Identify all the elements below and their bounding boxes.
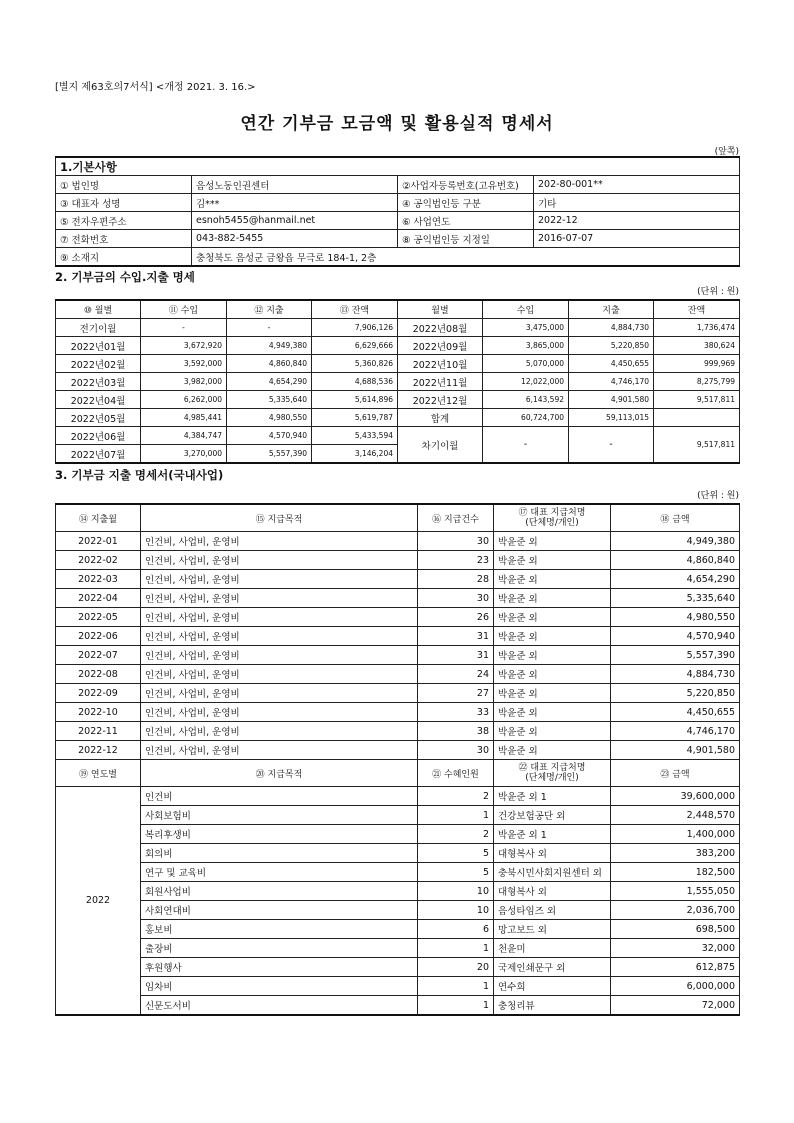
payee-cell: 박윤준 외 1 [494,787,611,806]
column-header: ⑫ 지출 [227,300,312,319]
payee-header: ㉒ 대표 지급처명 [518,763,586,773]
amount-cell: 32,000 [611,939,740,958]
expense-cell: 4,949,380 [227,337,312,355]
beneficiaries-cell: 1 [418,977,494,996]
column-header: 월별 [398,300,483,319]
income-cell: 3,270,000 [141,445,227,464]
amount-cell: 612,875 [611,958,740,977]
column-header: 지출 [569,300,654,319]
count-cell: 28 [418,570,494,589]
payee-cell: 박윤준 외 [494,551,611,570]
income-cell: 3,982,000 [141,373,227,391]
column-header: ⑭ 지출월 [56,504,141,532]
purpose-cell: 홍보비 [141,920,418,939]
payee-cell: 박윤준 외 [494,589,611,608]
beneficiaries-cell: 1 [418,996,494,1016]
income-cell: 60,724,700 [483,409,569,427]
beneficiaries-cell: 5 [418,844,494,863]
income-cell: 3,672,920 [141,337,227,355]
count-cell: 23 [418,551,494,570]
column-header: ⑲ 연도별 [56,760,141,787]
column-header: ⑮ 지급목적 [141,504,418,532]
purpose-cell: 인건비, 사업비, 운영비 [141,741,418,760]
column-header [494,760,611,787]
payee-cell: 박윤준 외 [494,684,611,703]
purpose-cell: 인건비, 사업비, 운영비 [141,532,418,551]
income-cell: 3,592,000 [141,355,227,373]
payee-cell: 대형복사 외 [494,882,611,901]
expense-cell: 4,654,290 [227,373,312,391]
amount-cell: 4,901,580 [611,741,740,760]
balance-cell: 6,629,666 [312,337,398,355]
balance-cell: 7,906,126 [312,319,398,337]
payee-cell: 박윤준 외 [494,627,611,646]
income-cell: 4,384,747 [141,427,227,445]
income-cell: 6,143,592 [483,391,569,409]
info-label: ③ 대표자 성명 [56,194,192,212]
payee-cell: 대형복사 외 [494,844,611,863]
balance-cell: 1,736,474 [654,319,740,337]
amount-cell: 698,500 [611,920,740,939]
count-cell: 30 [418,741,494,760]
month-cell: 2022-07 [56,646,141,665]
purpose-cell: 사회보험비 [141,806,418,825]
info-value: esnoh5455@hanmail.net [192,212,398,230]
info-value: 043-882-5455 [192,230,398,248]
purpose-cell: 인건비, 사업비, 운영비 [141,627,418,646]
beneficiaries-cell: 10 [418,882,494,901]
basic-info-table [55,156,740,267]
year-cell: 2022 [56,787,141,1016]
payee-cell: 충북시민사회지원센터 외 [494,863,611,882]
expense-cell: - [227,319,312,337]
beneficiaries-cell: 1 [418,939,494,958]
document-title: 연간 기부금 모금액 및 활용실적 명세서 [240,114,554,134]
column-header: ㉓ 금액 [611,760,740,787]
amount-cell: 4,570,940 [611,627,740,646]
payee-cell: 망고보드 외 [494,920,611,939]
month-cell: 전기이월 [56,319,141,337]
balance-cell: 4,688,536 [312,373,398,391]
payee-cell: 연수희 [494,977,611,996]
carry-month-cell: 차기이월 [398,427,483,464]
purpose-cell: 인건비, 사업비, 운영비 [141,722,418,741]
amount-cell: 72,000 [611,996,740,1016]
income-cell: 6,262,000 [141,391,227,409]
expense-cell: 4,746,170 [569,373,654,391]
expenditure-table [55,503,740,1016]
carry-income-cell: - [483,427,569,464]
month-cell: 2022년05월 [56,409,141,427]
column-header: ⑯ 지급건수 [418,504,494,532]
document-page [55,72,739,1016]
month-cell: 2022-11 [56,722,141,741]
purpose-cell: 인건비, 사업비, 운영비 [141,551,418,570]
info-value: 기타 [534,194,740,212]
balance-cell: 380,624 [654,337,740,355]
payee-cell: 국제인쇄문구 외 [494,958,611,977]
month-cell: 2022-09 [56,684,141,703]
beneficiaries-cell: 6 [418,920,494,939]
payee-cell: 박윤준 외 [494,646,611,665]
month-cell: 2022년01월 [56,337,141,355]
expense-cell: 5,220,850 [569,337,654,355]
payee-cell: 천윤미 [494,939,611,958]
payee-cell: 박윤준 외 [494,532,611,551]
purpose-cell: 회원사업비 [141,882,418,901]
purpose-cell: 인건비, 사업비, 운영비 [141,589,418,608]
payee-cell: 박윤준 외 1 [494,825,611,844]
amount-cell: 383,200 [611,844,740,863]
purpose-cell: 인건비, 사업비, 운영비 [141,684,418,703]
count-cell: 27 [418,684,494,703]
income-cell: 4,985,441 [141,409,227,427]
balance-cell: 5,619,787 [312,409,398,427]
purpose-cell: 신문도서비 [141,996,418,1016]
column-header: 잔액 [654,300,740,319]
purpose-cell: 후원행사 [141,958,418,977]
info-value: 2022-12 [534,212,740,230]
info-value: 음성노동인권센터 [192,176,398,194]
payee-cell: 충청리뷰 [494,996,611,1016]
info-label: ⑦ 전화번호 [56,230,192,248]
page-side-note: (앞쪽) [714,147,739,157]
beneficiaries-cell: 20 [418,958,494,977]
beneficiaries-cell: 2 [418,825,494,844]
count-cell: 31 [418,627,494,646]
expense-cell: 5,557,390 [227,445,312,464]
month-cell: 2022년02월 [56,355,141,373]
amount-cell: 5,557,390 [611,646,740,665]
purpose-cell: 연구 및 교육비 [141,863,418,882]
column-header: ⑩ 월별 [56,300,141,319]
info-value: 2016-07-07 [534,230,740,248]
balance-cell: 999,969 [654,355,740,373]
carry-balance-cell: 9,517,811 [654,427,740,464]
amount-cell: 5,220,850 [611,684,740,703]
amount-cell: 1,400,000 [611,825,740,844]
balance-cell: 5,614,896 [312,391,398,409]
month-cell: 2022년08월 [398,319,483,337]
info-value: 202-80-001** [534,176,740,194]
expense-cell: 59,113,015 [569,409,654,427]
expense-cell: 4,860,840 [227,355,312,373]
amount-cell: 39,600,000 [611,787,740,806]
amount-cell: 4,450,655 [611,703,740,722]
payee-subheader: (단체명/개인) [525,773,579,783]
column-header: ⑳ 지급목적 [141,760,418,787]
balance-cell: 8,275,799 [654,373,740,391]
month-cell: 2022-12 [56,741,141,760]
payee-cell: 박윤준 외 [494,722,611,741]
expense-cell: 4,901,580 [569,391,654,409]
section2-unit: (단위 : 원) [697,287,739,297]
section2-heading: 2. 기부금의 수입.지출 명세 [55,270,195,284]
balance-cell: 3,146,204 [312,445,398,464]
expense-cell: 4,884,730 [569,319,654,337]
address-value: 충청북도 음성군 금왕읍 무극로 184-1, 2층 [192,248,740,267]
month-cell: 2022-06 [56,627,141,646]
month-cell: 2022-05 [56,608,141,627]
month-cell: 2022년06월 [56,427,141,445]
amount-cell: 1,555,050 [611,882,740,901]
beneficiaries-cell: 1 [418,806,494,825]
column-header: ⑬ 잔액 [312,300,398,319]
column-header: ⑪ 수입 [141,300,227,319]
purpose-cell: 출장비 [141,939,418,958]
column-header: ㉑ 수혜인원 [418,760,494,787]
purpose-cell: 임차비 [141,977,418,996]
purpose-cell: 복리후생비 [141,825,418,844]
amount-cell: 2,448,570 [611,806,740,825]
beneficiaries-cell: 2 [418,787,494,806]
purpose-cell: 인건비, 사업비, 운영비 [141,570,418,589]
month-cell: 2022년07월 [56,445,141,464]
beneficiaries-cell: 10 [418,901,494,920]
balance-cell: 9,517,811 [654,391,740,409]
amount-cell: 4,654,290 [611,570,740,589]
income-cell: 3,475,000 [483,319,569,337]
month-cell: 2022-01 [56,532,141,551]
info-label: ②사업자등록번호(고유번호) [398,176,534,194]
purpose-cell: 인건비, 사업비, 운영비 [141,703,418,722]
info-value: 김*** [192,194,398,212]
count-cell: 30 [418,589,494,608]
count-cell: 38 [418,722,494,741]
purpose-cell: 인건비, 사업비, 운영비 [141,665,418,684]
month-cell: 2022-04 [56,589,141,608]
count-cell: 24 [418,665,494,684]
payee-cell: 박윤준 외 [494,665,611,684]
amount-cell: 4,884,730 [611,665,740,684]
payee-cell: 박윤준 외 [494,570,611,589]
payee-header: ⑰ 대표 지급처명 [518,508,586,518]
payee-cell: 건강보험공단 외 [494,806,611,825]
income-cell: - [141,319,227,337]
expense-cell: 4,450,655 [569,355,654,373]
amount-cell: 182,500 [611,863,740,882]
purpose-cell: 인건비 [141,787,418,806]
income-cell: 12,022,000 [483,373,569,391]
month-cell: 2022년12월 [398,391,483,409]
expense-cell: 4,570,940 [227,427,312,445]
amount-cell: 4,980,550 [611,608,740,627]
income-cell: 3,865,000 [483,337,569,355]
month-cell: 2022년03월 [56,373,141,391]
payee-subheader: (단체명/개인) [525,518,579,528]
purpose-cell: 인건비, 사업비, 운영비 [141,608,418,627]
payee-cell: 박윤준 외 [494,703,611,722]
amount-cell: 4,746,170 [611,722,740,741]
expense-cell: 5,335,640 [227,391,312,409]
month-cell: 2022-02 [56,551,141,570]
info-label: ⑧ 공익법인등 지정일 [398,230,534,248]
info-label: ⑥ 사업연도 [398,212,534,230]
expense-cell: 4,980,550 [227,409,312,427]
income-cell: 5,070,000 [483,355,569,373]
amount-cell: 6,000,000 [611,977,740,996]
purpose-cell: 회의비 [141,844,418,863]
month-cell: 2022년10월 [398,355,483,373]
payee-cell: 박윤준 외 [494,608,611,627]
month-cell: 2022-08 [56,665,141,684]
balance-cell: 5,433,594 [312,427,398,445]
form-number: [별지 제63호의7서식] <개정 2021. 3. 16.> [55,82,256,93]
income-expense-table [55,299,740,464]
column-header [494,504,611,532]
month-cell: 2022-03 [56,570,141,589]
beneficiaries-cell: 5 [418,863,494,882]
count-cell: 31 [418,646,494,665]
info-label: ④ 공익법인등 구분 [398,194,534,212]
section3-heading: 3. 기부금 지출 명세서(국내사업) [55,468,224,482]
amount-cell: 4,860,840 [611,551,740,570]
balance-cell: 5,360,826 [312,355,398,373]
amount-cell: 2,036,700 [611,901,740,920]
count-cell: 30 [418,532,494,551]
section1-heading: 1.기본사항 [56,157,740,176]
payee-cell: 박윤준 외 [494,741,611,760]
count-cell: 26 [418,608,494,627]
amount-cell: 4,949,380 [611,532,740,551]
month-cell: 2022년09월 [398,337,483,355]
carry-expense-cell: - [569,427,654,464]
purpose-cell: 사회연대비 [141,901,418,920]
month-cell: 2022년04월 [56,391,141,409]
address-label: ⑨ 소재지 [56,248,192,267]
info-label: ① 법인명 [56,176,192,194]
purpose-cell: 인건비, 사업비, 운영비 [141,646,418,665]
month-cell: 2022-10 [56,703,141,722]
count-cell: 33 [418,703,494,722]
info-label: ⑤ 전자우편주소 [56,212,192,230]
column-header: 수입 [483,300,569,319]
column-header: ⑱ 금액 [611,504,740,532]
section3-unit: (단위 : 원) [697,491,739,501]
payee-cell: 음성타임즈 외 [494,901,611,920]
month-cell: 합계 [398,409,483,427]
balance-cell [654,409,740,427]
amount-cell: 5,335,640 [611,589,740,608]
month-cell: 2022년11월 [398,373,483,391]
